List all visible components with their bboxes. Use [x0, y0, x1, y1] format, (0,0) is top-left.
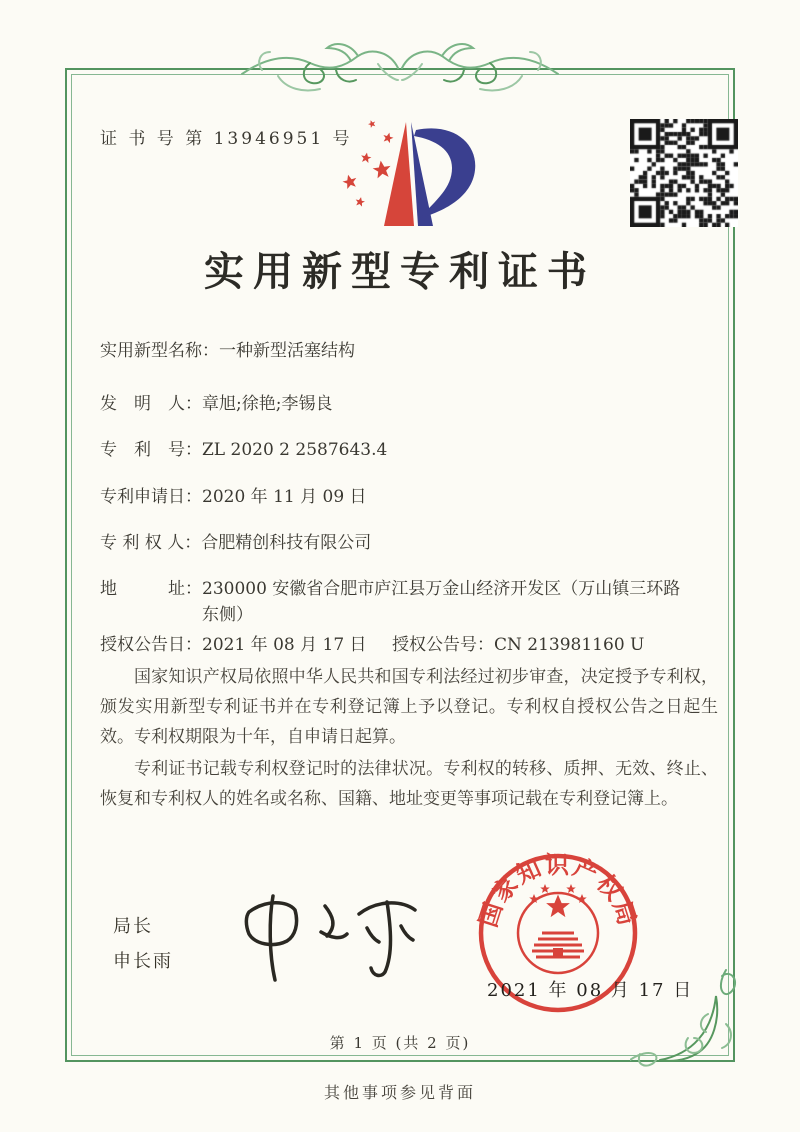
field-row-patent-no [100, 437, 720, 463]
legal-paragraph-1: 国家知识产权局依照中华人民共和国专利法经过初步审查，决定授予专利权，颁发实用新型专利证书并在专利登记簿上予以登记。专利权自授权公告之日起生效。专利权期限为十年，自申请日起算。 [100, 667, 718, 747]
field-value: 230000 安徽省合肥市庐江县万金山经济开发区（万山镇三环路东侧） [202, 579, 681, 625]
field-value: 2020 年 11 月 09 日 [202, 487, 367, 507]
certificate-number: 证 书 号 第 13946951 号 [100, 129, 353, 149]
field-value: 合肥精创科技有限公司 [201, 533, 372, 553]
field-value: ZL 2020 2 2587643.4 [202, 440, 388, 460]
commissioner-name: 申长雨 [113, 951, 173, 972]
legal-paragraph-2: 专利证书记载专利权登记时的法律状况。专利权的转移、质押、无效、终止、恢复和专利权人的姓名或名称、国籍、地址变更等事项记载在专利登记簿上。 [100, 759, 718, 809]
qr-code [630, 119, 738, 227]
field-row-inventors [100, 391, 720, 417]
grant-row [100, 632, 720, 658]
top-floral-ornament-icon [238, 36, 562, 108]
field-label: 实用新型名称： [100, 341, 219, 361]
field-row-address [100, 576, 720, 628]
field-row-name [100, 338, 720, 364]
field-label: 专 利 号： [100, 440, 202, 460]
seal-date: 2021 年 08 月 17 日 [487, 980, 694, 1001]
certificate-title: 实用新型专利证书 [204, 248, 596, 295]
commissioner-autograph-icon [225, 888, 425, 988]
grant-no: CN 213981160 U [494, 635, 645, 655]
field-label: 发 明 人： [100, 394, 202, 414]
grant-date: 2021 年 08 月 17 日 [202, 635, 367, 655]
field-label: 地 址： [100, 579, 202, 599]
page-number: 第 1 页 (共 2 页) [329, 1034, 471, 1052]
commissioner-title: 局长 [113, 916, 153, 937]
grant-no-label: 授权公告号： [392, 635, 494, 655]
back-side-note: 其他事项参见背面 [323, 1083, 476, 1102]
seal-text: 国家知识产权局 [473, 850, 643, 931]
field-label: 专 利 权 人： [100, 533, 202, 553]
field-label: 专利申请日： [100, 487, 202, 507]
field-row-patentee [100, 530, 720, 556]
field-row-filing-date [100, 484, 720, 510]
cnipa-logo-icon [332, 106, 492, 238]
svg-text:国家知识产权局 [473, 850, 643, 930]
field-value: 章旭;徐艳;李锡良 [202, 394, 333, 414]
legal-text [100, 662, 718, 814]
grant-date-label: 授权公告日： [100, 635, 202, 655]
field-value: 一种新型活塞结构 [219, 341, 355, 361]
